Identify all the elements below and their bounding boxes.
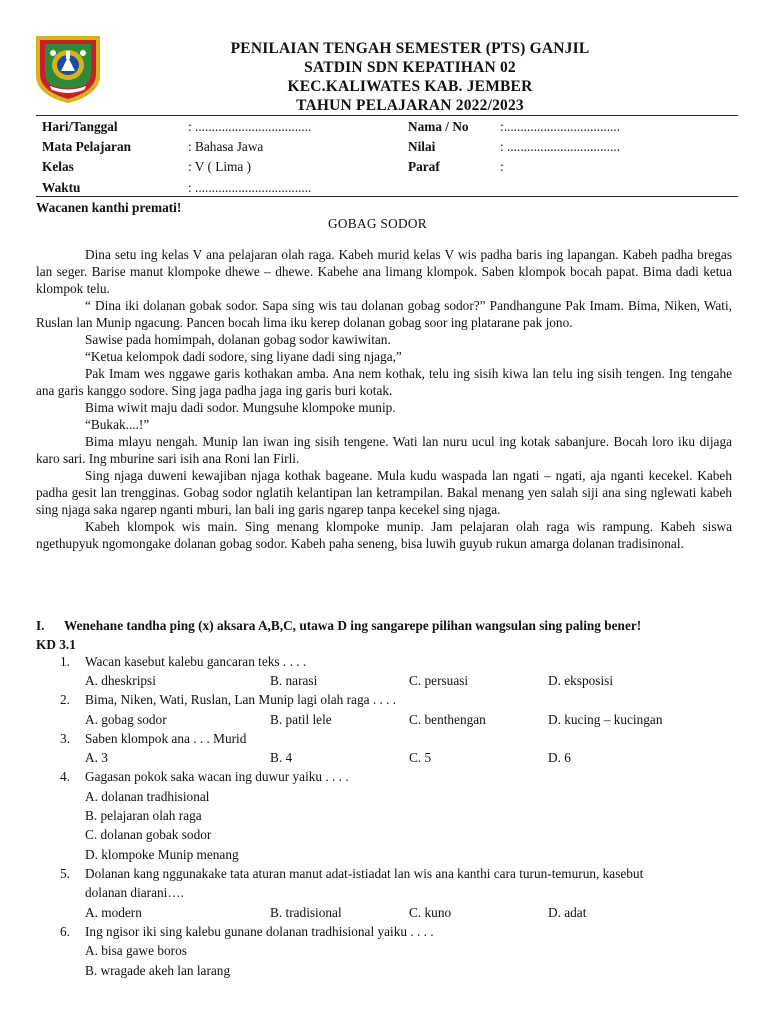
story-text — [36, 246, 732, 552]
question-number: 3. — [60, 731, 70, 746]
reading-instruction: Wacanen kanthi premati! — [36, 200, 182, 215]
waktu-label: Waktu — [42, 180, 81, 195]
academic-year: TAHUN PELAJARAN 2022/2023 — [296, 97, 524, 114]
option-c[interactable]: C. benthengan — [409, 712, 486, 727]
option-a[interactable]: A. bisa gawe boros — [85, 943, 187, 958]
mapel-label: Mata Pelajaran — [42, 139, 131, 154]
story-paragraph: “Bukak....!” — [85, 417, 150, 432]
story-paragraph: “ Dina iki dolanan gobak sodor. Sapa sing wis tau dolanan gobag sodor?” Pandhangune Pak Imam. Bima, Niken, Wati, Ruslan lan Munip ngacung. Pancen bocah lima iku kerep dolanan gobag soor ing platarane pak jono. — [36, 298, 732, 330]
story-paragraph: Bima mlayu nengah. Munip lan iwan ing sisih tengene. Wati lan nuru ucul ing kotak sabanjure. Bocah loro iku dijaga karo sari. Ing mburine sari isih ana Roni lan Firli. — [36, 434, 732, 466]
question-number: 2. — [60, 692, 70, 707]
hari-label: Hari/Tanggal — [42, 119, 118, 134]
waktu-value: : ................................... — [188, 180, 312, 195]
story-title: GOBAG SODOR — [328, 216, 427, 231]
option-b[interactable]: B. pelajaran olah raga — [85, 808, 202, 823]
option-d[interactable]: D. 6 — [548, 750, 571, 765]
option-b[interactable]: B. patil lele — [270, 712, 332, 727]
hari-value: : ................................... — [188, 119, 312, 134]
option-a[interactable]: A. gobag sodor — [85, 712, 167, 727]
district-name: KEC.KALIWATES KAB. JEMBER — [287, 78, 533, 95]
option-a[interactable]: A. 3 — [85, 750, 108, 765]
option-a[interactable]: A. modern — [85, 905, 142, 920]
question-text: Wacan kasebut kalebu gancaran teks . . . . — [85, 654, 307, 669]
exam-title: PENILAIAN TENGAH SEMESTER (PTS) GANJIL — [230, 40, 590, 57]
option-c[interactable]: C. dolanan gobak sodor — [85, 827, 212, 842]
question-text: Dolanan kang nggunakake tata aturan manut adat-istiadat lan wis ana kanthi cara turun-temurun, kasebut — [85, 866, 644, 881]
paraf-label: Paraf — [408, 159, 440, 174]
option-d[interactable]: D. klompoke Munip menang — [85, 847, 239, 862]
section-instruction: Wenehane tandha ping (x) aksara A,B,C, utawa D ing sangarepe pilihan wangsulan sing paling bener! — [64, 618, 642, 633]
question-text-continued: dolanan diarani…. — [85, 885, 184, 900]
nilai-label: Nilai — [408, 139, 436, 154]
story-paragraph: Bima wiwit maju dadi sodor. Mungsuhe klompoke munip. — [85, 400, 396, 415]
question-number: 6. — [60, 924, 70, 939]
option-c[interactable]: C. 5 — [409, 750, 432, 765]
header-rule-top — [36, 115, 738, 116]
option-b[interactable]: B. wragade akeh lan larang — [85, 963, 231, 978]
question-number: 1. — [60, 654, 70, 669]
story-paragraph: Sawise pada homimpah, dolanan gobag sodor kawiwitan. — [85, 332, 391, 347]
question-number: 5. — [60, 866, 70, 881]
question-text: Gagasan pokok saka wacan ing duwur yaiku . . . . — [85, 769, 349, 784]
option-b[interactable]: B. narasi — [270, 673, 318, 688]
kelas-value: : V ( Lima ) — [188, 159, 252, 174]
option-b[interactable]: B. tradisional — [270, 905, 342, 920]
paraf-value: : — [500, 159, 504, 174]
story-paragraph: Kabeh klompok wis main. Sing menang klompoke munip. Jam pelajaran olah raga wis rampung. Kabeh siswa ngethupyuk ngomongake dolanan gobag sodor. Kabeh paha seneng, bisa luwih guyub rukun amarga dolanan tradisinonal. — [36, 519, 732, 551]
nilai-value: : .................................. — [500, 139, 621, 154]
question-text: Ing ngisor iki sing kalebu gunane dolanan tradhisional yaiku . . . . — [85, 924, 434, 939]
kd-label: KD 3.1 — [36, 637, 76, 652]
option-d[interactable]: D. adat — [548, 905, 587, 920]
school-name: SATDIN SDN KEPATIHAN 02 — [304, 59, 516, 76]
option-c[interactable]: C. kuno — [409, 905, 452, 920]
option-b[interactable]: B. 4 — [270, 750, 293, 765]
question-number: 4. — [60, 769, 70, 784]
option-d[interactable]: D. kucing – kucingan — [548, 712, 663, 727]
question-text: Saben klompok ana . . . Murid — [85, 731, 247, 746]
nama-value: :................................... — [500, 119, 621, 134]
story-paragraph: Sing njaga duweni kewajiban njaga kothak bageane. Mula kudu waspada lan ngati – ngati, aja nganti kecekel. Kabeh padha gesit lan trengginas. Gobag sodor nglatih kelantipan lan ketrampilan. Bakal menang yen salah siji ana sing nglewati kabeh sing njaga saka ngarep nganti mburi, lan bali ing garis ngarep tanpa kecekel sing njaga. — [36, 468, 732, 517]
question-text: Bima, Niken, Wati, Ruslan, Lan Munip lagi olah raga . . . . — [85, 692, 397, 707]
option-c[interactable]: C. persuasi — [409, 673, 469, 688]
jember-regency-logo — [33, 33, 103, 105]
section-number: I. — [36, 618, 45, 633]
story-paragraph: Pak Imam wes nggawe garis kothakan amba. Ana nem kothak, telu ing sisih kiwa lan telu ing sisih tengen. Ing tengahe ana garis kanggo sodore. Sing jaga padha jaga ing garis buri kotak. — [36, 366, 732, 398]
story-paragraph: Dina setu ing kelas V ana pelajaran olah raga. Kabeh murid kelas V wis padha baris ing lapangan. Kabeh padha bregas lan seger. Barise manut klompoke dhewe – dhewe. Kabehe ana limang klompok. Saben klompok bocah papat. Bima dadi ketua klompok telu. — [36, 247, 732, 296]
mapel-value: : Bahasa Jawa — [188, 139, 264, 154]
kelas-label: Kelas — [42, 159, 74, 174]
option-d[interactable]: D. eksposisi — [548, 673, 614, 688]
header-rule-bottom — [36, 196, 738, 197]
nama-label: Nama / No — [408, 119, 469, 134]
story-paragraph: “Ketua kelompok dadi sodore, sing liyane dadi sing njaga,” — [85, 349, 402, 364]
option-a[interactable]: A. dheskripsi — [85, 673, 156, 688]
option-a[interactable]: A. dolanan tradhisional — [85, 789, 210, 804]
